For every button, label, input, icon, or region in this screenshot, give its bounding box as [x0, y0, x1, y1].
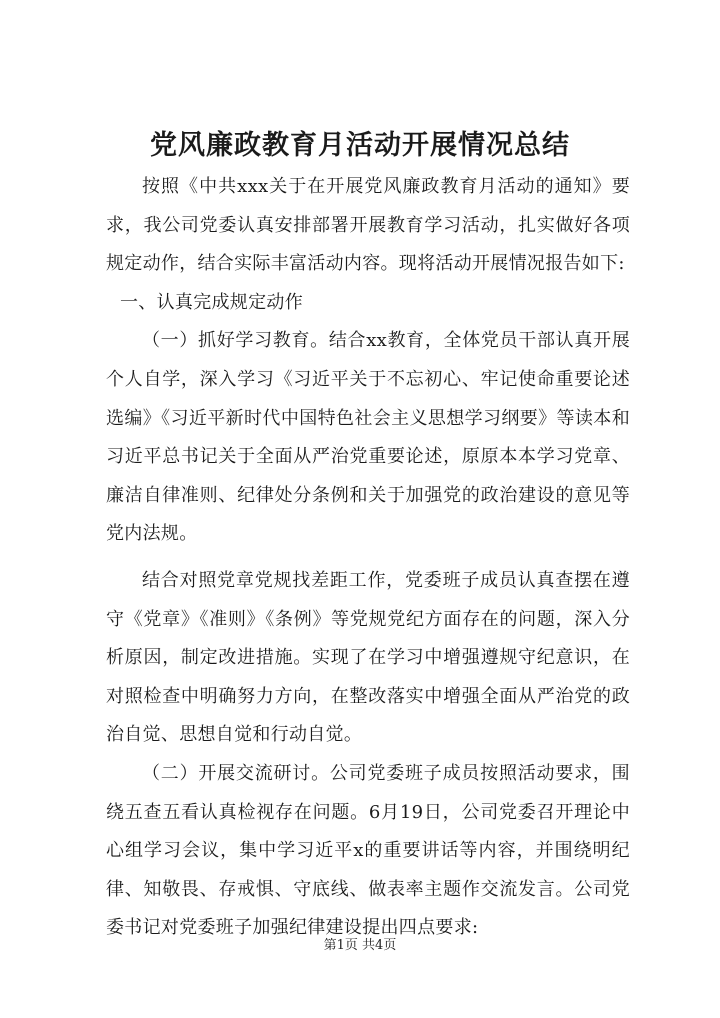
document-body [106, 168, 630, 948]
section-heading: 一、认真完成规定动作 [120, 291, 303, 313]
paragraph-intro: 按照《中共xxx关于在开展党风廉政教育月活动的通知》要求，我公司党委认真安排部署开展教育学习活动，扎实做好各项规定动作，结合实际丰富活动内容。现将活动开展情况报告如下: [106, 176, 630, 275]
paragraph-exchange-discussion: （二）开展交流研讨。公司党委班子成员按照活动要求，围绕五查五看认真检视存在问题。6月19日，公司党委召开理论中心组学习会议，集中学习近平x的重要讲话等内容，并围绕明纪律、知敬畏、存戒惧、守底线、做表率主题作交流发言。公司党委书记对党委班子加强纪律建设提出四点要求: [106, 762, 630, 939]
page-footer: 第1页 共4页 [323, 938, 397, 953]
document-title: 党风廉政教育月活动开展情况总结 [150, 130, 570, 161]
paragraph-study-education: （一）抓好学习教育。结合xx教育，全体党员干部认真开展个人自学，深入学习《习近平关于不忘初心、牢记使命重要论述选编》《习近平新时代中国特色社会主义思想学习纲要》等读本和习近平总书记关于全面从严治党重要论述，原原本本学习党章、廉洁自律准则、纪律处分条例和关于加强党的政治建设的意见等党内法规。 [106, 330, 630, 545]
paragraph-self-check: 结合对照党章党规找差距工作，党委班子成员认真查摆在遵守《党章》《准则》《条例》等党规党纪方面存在的问题，深入分析原因，制定改进措施。实现了在学习中增强遵规守纪意识，在对照检查中明确努力方向，在整改落实中增强全面从严治党的政治自觉、思想自觉和行动自觉。 [106, 569, 630, 746]
